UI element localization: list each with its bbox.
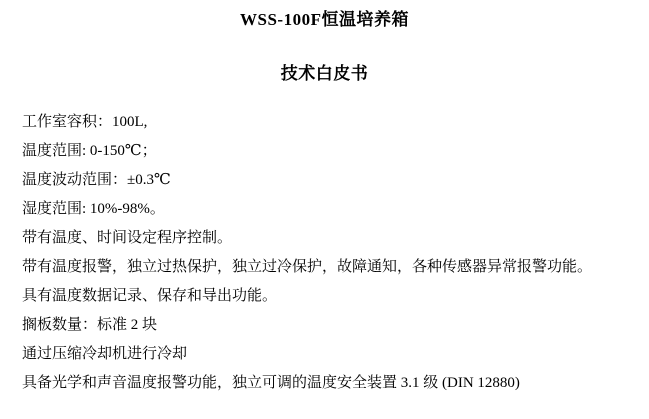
spec-line: 温度范围: 0-150℃； [22, 143, 157, 159]
spec-line: 通过压缩冷却机进行冷却 [22, 346, 188, 362]
page-title: WSS-100F恒温培养箱 [240, 10, 409, 29]
spec-list [0, 108, 649, 398]
spec-line: 带有温度报警，独立过热保护，独立过冷保护，故障通知，各种传感器异常报警功能。 [22, 259, 593, 275]
spec-line: 带有温度、时间设定程序控制。 [22, 230, 233, 246]
spec-line: 具有温度数据记录、保存和导出功能。 [22, 288, 278, 304]
spec-line: 搁板数量：标准 2 块 [22, 317, 158, 333]
spec-line: 工作室容积：100L, [22, 114, 148, 130]
spec-line: 温度波动范围：±0.3℃ [22, 172, 171, 188]
page-subtitle: 技术白皮书 [280, 64, 369, 83]
spec-line: 湿度范围: 10%-98%。 [22, 201, 165, 217]
spec-line: 具备光学和声音温度报警功能，独立可调的温度安全装置 3.1 级 (DIN 12880) [22, 375, 520, 391]
